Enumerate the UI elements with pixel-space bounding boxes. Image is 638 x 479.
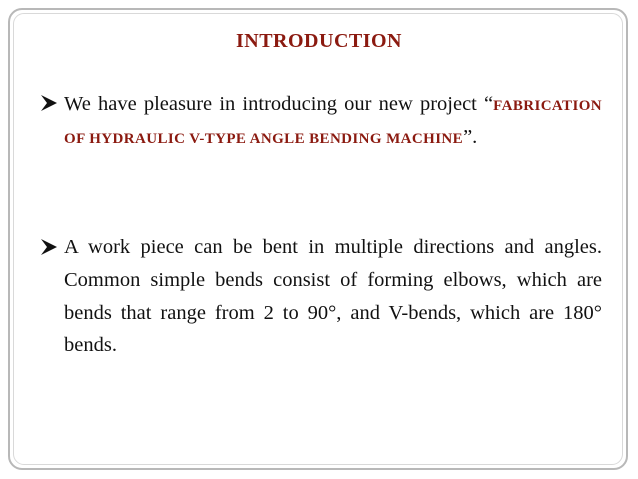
bullet-bends: A work piece can be bent in multiple directions and angles. Common simple bends consist of forming elbows, which are bends that range from 2 to 90°, and V-bends, which are 180° bends. (64, 236, 602, 357)
arrowhead-bullet-icon (38, 92, 60, 114)
quote-close: ”. (463, 125, 478, 148)
arrowhead-bullet-icon (38, 236, 60, 258)
slide-title: INTRODUCTION (235, 30, 403, 52)
project-name: FABRICATION OF HYDRAULIC V-TYPE ANGLE BENDING MACHINE (64, 98, 602, 147)
quote-open: “ (484, 93, 494, 115)
bullet-intro-lead: We have pleasure in introducing our new project (64, 93, 485, 115)
bullet-intro (64, 88, 602, 154)
